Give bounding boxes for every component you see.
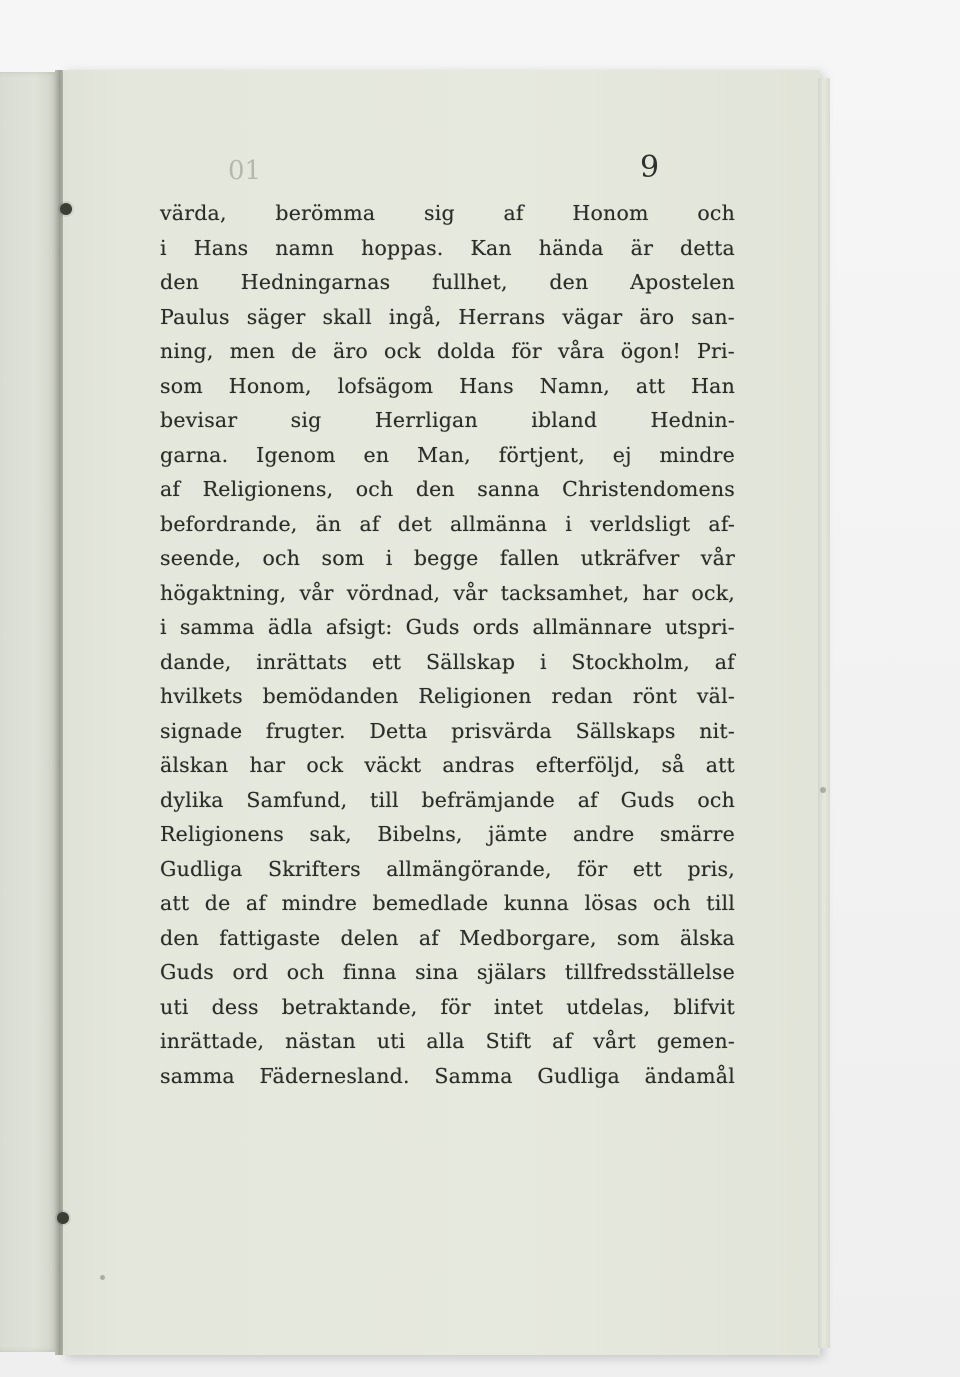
word: allmännare [532,615,653,639]
word: allmänna [449,511,548,536]
text-line [160,507,735,542]
word: bemödanden [262,684,399,708]
word: Sällskap [425,649,516,674]
text-line [160,369,735,404]
word: ock [306,753,344,777]
word: dylika [160,787,224,812]
word: Han [691,373,735,398]
text-line [160,679,735,714]
word: verldsligt [590,511,691,536]
text-line [160,265,735,300]
word: vår [700,546,735,570]
word: en [363,442,390,467]
word: berömma [275,201,376,225]
word: att [160,891,190,915]
word: och [355,477,394,501]
text-line [160,1059,735,1094]
word: den [160,925,200,950]
word: Honom [572,201,649,225]
word: andre [572,822,635,846]
word: den [549,270,589,294]
word: dolda [437,339,496,363]
word: Guds [620,787,675,812]
word: för [511,339,542,363]
left-page-edge [0,72,58,1352]
word: har [249,753,286,777]
word: tillfredsställelse [564,960,735,984]
word: efterföljd, [535,753,641,777]
word: af [359,511,380,536]
text-line [160,1024,735,1059]
word: Apostelen [630,270,735,294]
word: redan [551,684,613,708]
word: i [565,511,573,536]
word: Skrifters [267,856,361,881]
word: så [661,753,685,777]
word: rönt [632,684,678,708]
word: afsigt: [325,615,393,639]
word: för [577,856,608,881]
word: delen [340,925,399,950]
word: Gudliga [160,856,243,881]
text-line [160,886,735,921]
word: och [697,201,735,225]
word: af [577,787,598,812]
word: kunna [503,891,570,915]
word: Namn, [539,373,611,398]
word: till [370,787,399,812]
word: äro [332,339,368,363]
word: de [291,339,317,363]
text-line [160,196,735,231]
word: äro [639,304,675,329]
word: befordrande, [160,511,298,536]
word: befrämjande [421,787,555,812]
page-stack-edge [818,78,830,1348]
word: fallen [499,546,560,570]
word: utdelas, [566,994,651,1019]
body-text [160,196,735,1093]
word: bemedlade [372,891,489,915]
word: andras [442,753,515,777]
word: betraktande, [281,994,418,1019]
word: af [714,649,735,674]
word: signade [160,718,243,743]
ink-speck [820,787,826,793]
word: Sällskaps [575,718,676,743]
word: väl- [696,684,735,708]
word: som [616,925,660,950]
word: för [440,994,471,1019]
word: utkräfver [580,546,680,570]
text-line [160,714,735,749]
word: är [630,235,654,260]
word: ett [632,856,663,881]
word: ock, [691,580,735,605]
word: mindre [659,442,735,467]
word: Igenom [256,442,336,467]
word: hända [538,235,604,260]
word: ock [384,339,421,363]
word: och [653,891,691,915]
word: själars [476,960,547,984]
word: Pri- [697,339,735,363]
word: frugter. [265,718,346,743]
word: Herrligan [374,408,478,432]
word: i [385,546,393,570]
word: ett [372,649,402,674]
word: i [160,235,167,260]
text-line [160,541,735,576]
word: hvilkets [160,684,243,708]
word: namn [275,235,335,260]
word: Stockholm, [571,649,691,674]
word: Fädernesland. [259,1063,410,1088]
word: af [245,891,267,915]
word: mindre [281,891,358,915]
word: finna [342,960,397,984]
word: som [321,546,365,570]
text-line [160,438,735,473]
word: älska [679,925,735,950]
word: ädla [267,615,313,639]
word: Paulus [160,304,230,329]
word: har [642,580,679,605]
word: Bibelns, [377,822,463,846]
word: hoppas. [361,235,444,260]
word: Religionens [160,822,284,846]
word: värda, [160,201,227,225]
word: samma [160,1063,235,1088]
word: skall [322,304,372,329]
word: fattigaste [219,925,321,950]
binding-stitch-top [60,203,72,215]
text-line [160,300,735,335]
word: tacksamhet, [500,580,630,605]
word: ändamål [644,1063,735,1088]
word: den [160,270,200,294]
word: förtjent, [498,442,585,467]
word: vår [453,580,488,605]
word: Gudliga [537,1063,620,1088]
word: af [503,201,524,225]
word: utspri- [665,615,735,639]
word: Man, [417,442,471,467]
word: sina [415,960,459,984]
word: pris, [687,856,735,881]
word: ögon! [620,339,681,363]
word: säger [246,304,306,329]
word: allmängörande, [386,856,552,881]
text-line [160,748,735,783]
word: och [262,546,301,570]
word: af [160,477,181,501]
word: väckt [364,753,422,777]
page-number: 9 [640,150,660,185]
word: Samma [434,1063,513,1088]
word: i [160,615,167,639]
word: Hednin- [650,408,735,432]
word: gemen- [656,1029,735,1053]
word: ning, [160,339,214,363]
word: intet [493,994,544,1019]
word: vårt [593,1029,636,1053]
text-line [160,403,735,438]
word: smärre [659,822,735,846]
ink-speck [100,1275,105,1280]
word: Religionen [418,684,532,708]
word: dess [211,994,259,1019]
word: af [418,925,440,950]
word: sig [423,201,455,225]
word: inrättade, [160,1029,265,1053]
word: samma [179,615,255,639]
text-line [160,783,735,818]
word: uti [376,1029,406,1053]
text-line [160,231,735,266]
word: älskan [160,753,229,777]
word: till [706,891,735,915]
word: ord [232,960,269,984]
show-through-page-number: 01 [228,156,262,186]
word: blifvit [673,994,735,1019]
text-line [160,610,735,645]
text-line [160,817,735,852]
word: af [552,1029,573,1053]
word: men [229,339,276,363]
word: vägar [562,304,623,329]
word: begge [413,546,479,570]
word: det [397,511,432,536]
word: nästan [285,1029,356,1053]
word: ibland [531,408,598,432]
word: san- [691,304,735,329]
word: fullhet, [432,270,508,294]
word: Honom, [228,373,312,398]
word: prisvärda [451,718,552,743]
word: dande, [160,649,232,674]
word: de [204,891,231,915]
word: jämte [488,822,548,846]
word: än [315,511,342,536]
word: ingå, [388,304,442,329]
word: Samfund, [246,787,348,812]
word: att [705,753,735,777]
word: vår [299,580,334,605]
text-line [160,576,735,611]
word: och [286,960,325,984]
word: lösas [584,891,638,915]
binding-stitch-bottom [57,1212,69,1224]
word: ej [612,442,632,467]
word: Stift [485,1029,532,1053]
word: Christendomens [562,477,735,501]
word: seende, [160,546,242,570]
text-line [160,334,735,369]
word: Guds [405,615,460,639]
word: sak, [309,822,352,846]
word: den [415,477,455,501]
word: Herrans [458,304,546,329]
word: sanna [477,477,540,501]
word: inrättats [256,649,348,674]
word: och [697,787,735,812]
word: i [539,649,547,674]
word: af- [708,511,735,536]
text-line [160,921,735,956]
word: lofsägom [337,373,434,398]
text-line [160,955,735,990]
word: Hans [459,373,514,398]
word: Guds [160,960,215,984]
word: Hans [193,235,249,260]
word: Medborgare, [459,925,597,950]
word: bevisar [160,408,238,432]
word: högaktning, [160,580,287,605]
word: uti [160,994,189,1019]
text-line [160,852,735,887]
word: Kan [470,235,512,260]
word: som [160,373,203,398]
text-line [160,472,735,507]
word: detta [680,235,735,260]
word: Detta [369,718,428,743]
word: våra [557,339,605,363]
word: nit- [699,718,735,743]
word: vördnad, [346,580,441,605]
word: Religionens, [202,477,334,501]
word: Hedningarnas [240,270,391,294]
text-line [160,645,735,680]
word: alla [426,1029,465,1053]
text-line [160,990,735,1025]
word: garna. [160,442,229,467]
word: sig [290,408,322,432]
word: ords [472,615,520,639]
word: att [635,373,666,398]
